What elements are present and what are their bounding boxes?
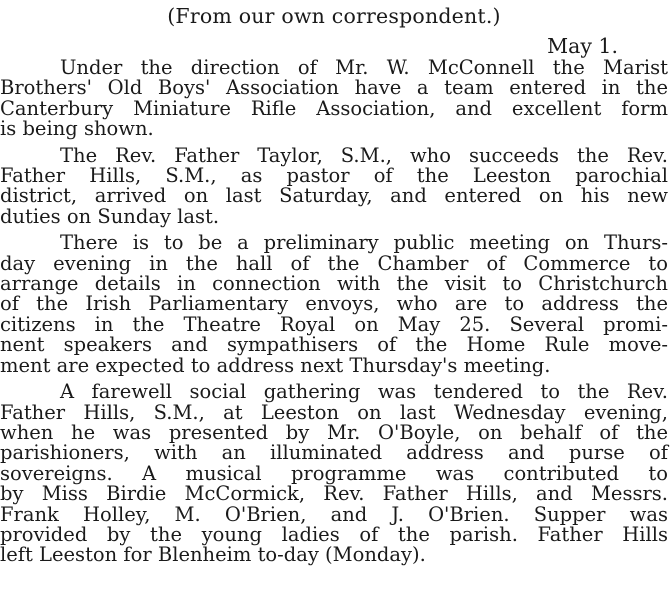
article-heading: (From our own correspondent.) (167, 4, 501, 28)
text-line: parishioners, with an illuminated address and purse of (0, 441, 668, 465)
text-line: duties on Sunday last. (0, 204, 220, 228)
text-line: Canterbury Miniature Rifle Association, and excellent form (0, 96, 668, 120)
text-line: of the Irish Parliamentary envoys, who are to address the (0, 292, 668, 316)
text-line: Brothers' Old Boys' Association have a team entered in the (0, 76, 668, 100)
text-line: Father Hills, S.M., as pastor of the Leeston parochial (0, 164, 668, 188)
text-line: sovereigns. A musical programme was contributed to (0, 461, 668, 485)
text-line: by Miss Birdie McCormick, Rev. Father Hills, and Messrs. (0, 482, 668, 506)
text-line: The Rev. Father Taylor, S.M., who succeeds the Rev. (60, 143, 668, 167)
text-line: arrange details in connection with the visit to Christchurch (0, 272, 668, 296)
text-line: left Leeston for Blenheim to-day (Monday). (0, 543, 426, 567)
text-line: provided by the young ladies of the parish. Father Hills (0, 522, 668, 546)
article-dateline: May 1. (547, 34, 618, 58)
text-line: Frank Holley, M. O'Brien, and J. O'Brien. Supper was (0, 502, 668, 526)
article-paragraph (0, 143, 668, 228)
article-paragraph (0, 58, 668, 140)
text-line: district, arrived on last Saturday, and entered on his new (0, 184, 668, 208)
text-line: citizens in the Theatre Royal on May 25. Several promi- (0, 312, 668, 336)
text-line: nent speakers and sympathisers of the Home Rule move- (0, 333, 668, 357)
text-line: ment are expected to address next Thursday's meeting. (0, 353, 551, 377)
article-paragraph (0, 233, 668, 376)
text-line: Father Hills, S.M., at Leeston on last Wednesday evening, (0, 400, 668, 424)
text-line: There is to be a preliminary public meeting on Thurs- (60, 231, 668, 255)
text-line: Under the direction of Mr. W. McConnell the Marist (60, 56, 668, 79)
text-line: is being shown. (0, 117, 154, 141)
article-paragraph (0, 382, 668, 566)
text-line: A farewell social gathering was tendered to the Rev. (60, 380, 668, 404)
text-line: day evening in the hall of the Chamber of Commerce to (0, 251, 668, 275)
text-line: when he was presented by Mr. O'Boyle, on behalf of the (0, 420, 668, 444)
